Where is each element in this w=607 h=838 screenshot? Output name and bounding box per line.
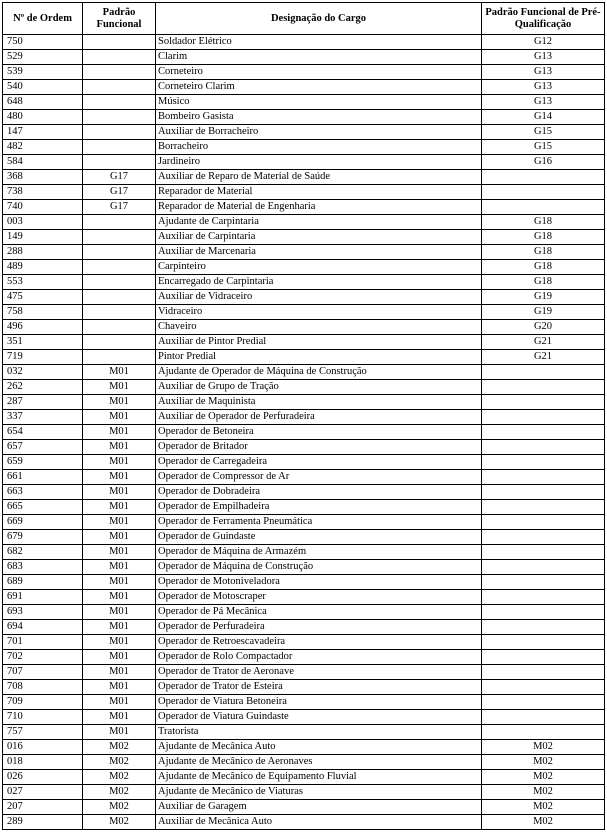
cell-padrao: M01: [83, 680, 156, 695]
cell-padrao: M01: [83, 485, 156, 500]
cell-ordem: 669: [3, 515, 83, 530]
cell-padrao: M01: [83, 725, 156, 740]
cell-padrao: M02: [83, 800, 156, 815]
cell-designacao: Pintor Predial: [156, 350, 482, 365]
cell-designacao: Tratorista: [156, 725, 482, 740]
cell-ordem: 289: [3, 815, 83, 830]
cell-padrao: [83, 80, 156, 95]
cell-designacao: Auxiliar de Garagem: [156, 800, 482, 815]
cell-padrao: [83, 320, 156, 335]
cell-prequal: G18: [482, 275, 605, 290]
cell-prequal: G16: [482, 155, 605, 170]
cell-ordem: 661: [3, 470, 83, 485]
cell-prequal: [482, 365, 605, 380]
table-row: [3, 140, 605, 155]
table-row: [3, 800, 605, 815]
cell-prequal: G19: [482, 290, 605, 305]
table-row: [3, 350, 605, 365]
cell-prequal: [482, 680, 605, 695]
cargo-table: [2, 2, 605, 830]
cell-ordem: 693: [3, 605, 83, 620]
cell-prequal: G21: [482, 350, 605, 365]
cell-designacao: Operador de Rolo Compactador: [156, 650, 482, 665]
table-row: [3, 755, 605, 770]
table-row: [3, 695, 605, 710]
cell-ordem: 262: [3, 380, 83, 395]
cell-designacao: Músico: [156, 95, 482, 110]
table-row: [3, 170, 605, 185]
cell-padrao: M01: [83, 545, 156, 560]
cell-ordem: 757: [3, 725, 83, 740]
cell-prequal: [482, 455, 605, 470]
cell-prequal: G15: [482, 125, 605, 140]
table-row: [3, 245, 605, 260]
table-row: [3, 650, 605, 665]
table-row: [3, 110, 605, 125]
cell-ordem: 368: [3, 170, 83, 185]
cell-ordem: 287: [3, 395, 83, 410]
cell-prequal: G15: [482, 140, 605, 155]
table-row: [3, 455, 605, 470]
table-row: [3, 155, 605, 170]
table-row: [3, 485, 605, 500]
cell-designacao: Operador de Retroescavadeira: [156, 635, 482, 650]
table-row: [3, 95, 605, 110]
cell-ordem: 708: [3, 680, 83, 695]
table-row: [3, 815, 605, 830]
cell-ordem: 337: [3, 410, 83, 425]
cell-padrao: [83, 110, 156, 125]
table-row: [3, 470, 605, 485]
cell-prequal: [482, 485, 605, 500]
cell-ordem: 691: [3, 590, 83, 605]
table-row: [3, 560, 605, 575]
cell-designacao: Corneteiro: [156, 65, 482, 80]
cell-designacao: Operador de Pá Mecânica: [156, 605, 482, 620]
cell-ordem: 016: [3, 740, 83, 755]
cell-ordem: 475: [3, 290, 83, 305]
cell-designacao: Operador de Motoniveladora: [156, 575, 482, 590]
table-row: [3, 725, 605, 740]
cell-ordem: 659: [3, 455, 83, 470]
cell-padrao: M01: [83, 470, 156, 485]
cell-prequal: M02: [482, 800, 605, 815]
cell-prequal: [482, 395, 605, 410]
cell-designacao: Operador de Carregadeira: [156, 455, 482, 470]
table-row: [3, 545, 605, 560]
cell-prequal: G14: [482, 110, 605, 125]
table-row: [3, 425, 605, 440]
cell-padrao: [83, 125, 156, 140]
cell-designacao: Operador de Viatura Betoneira: [156, 695, 482, 710]
cell-padrao: G17: [83, 185, 156, 200]
cell-prequal: G13: [482, 50, 605, 65]
cell-padrao: M01: [83, 635, 156, 650]
table-header: [3, 3, 605, 35]
table-row: [3, 80, 605, 95]
cell-ordem: 553: [3, 275, 83, 290]
cell-padrao: M02: [83, 785, 156, 800]
cell-padrao: M01: [83, 650, 156, 665]
cell-prequal: [482, 650, 605, 665]
cell-padrao: [83, 230, 156, 245]
table-row: [3, 65, 605, 80]
cell-padrao: G17: [83, 200, 156, 215]
table-row: [3, 590, 605, 605]
table-row: [3, 320, 605, 335]
cell-designacao: Corneteiro Clarim: [156, 80, 482, 95]
table-row: [3, 680, 605, 695]
cell-prequal: M02: [482, 785, 605, 800]
cell-prequal: [482, 590, 605, 605]
cell-prequal: [482, 185, 605, 200]
cell-designacao: Ajudante de Carpintaria: [156, 215, 482, 230]
cell-ordem: 740: [3, 200, 83, 215]
cell-prequal: [482, 560, 605, 575]
cell-designacao: Borracheiro: [156, 140, 482, 155]
cell-designacao: Operador de Guindaste: [156, 530, 482, 545]
cell-prequal: [482, 425, 605, 440]
cell-padrao: [83, 260, 156, 275]
cell-padrao: M02: [83, 770, 156, 785]
cell-designacao: Chaveiro: [156, 320, 482, 335]
cell-padrao: M02: [83, 755, 156, 770]
cell-designacao: Ajudante de Mecânica Auto: [156, 740, 482, 755]
cell-designacao: Auxiliar de Pintor Predial: [156, 335, 482, 350]
cell-prequal: G13: [482, 65, 605, 80]
cell-ordem: 709: [3, 695, 83, 710]
cell-designacao: Operador de Compressor de Ar: [156, 470, 482, 485]
cell-ordem: 480: [3, 110, 83, 125]
cell-ordem: 018: [3, 755, 83, 770]
document-page: [2, 2, 605, 830]
header-row: [3, 3, 605, 35]
cell-prequal: G21: [482, 335, 605, 350]
cell-designacao: Soldador Elétrico: [156, 35, 482, 50]
cell-prequal: M02: [482, 770, 605, 785]
cell-ordem: 489: [3, 260, 83, 275]
table-row: [3, 515, 605, 530]
cell-ordem: 003: [3, 215, 83, 230]
cell-ordem: 288: [3, 245, 83, 260]
table-row: [3, 710, 605, 725]
cell-designacao: Encarregado de Carpintaria: [156, 275, 482, 290]
cell-padrao: [83, 335, 156, 350]
cell-designacao: Auxiliar de Maquinista: [156, 395, 482, 410]
cell-prequal: [482, 170, 605, 185]
cell-padrao: [83, 65, 156, 80]
cell-padrao: M01: [83, 515, 156, 530]
cell-prequal: M02: [482, 815, 605, 830]
cell-padrao: G17: [83, 170, 156, 185]
cell-prequal: G19: [482, 305, 605, 320]
cell-designacao: Operador de Betoneira: [156, 425, 482, 440]
cell-prequal: [482, 410, 605, 425]
cell-designacao: Operador de Trator de Aeronave: [156, 665, 482, 680]
cell-designacao: Auxiliar de Grupo de Tração: [156, 380, 482, 395]
table-row: [3, 410, 605, 425]
cell-prequal: G12: [482, 35, 605, 50]
cell-padrao: [83, 35, 156, 50]
cell-ordem: 482: [3, 140, 83, 155]
cell-padrao: [83, 290, 156, 305]
cell-ordem: 149: [3, 230, 83, 245]
cell-designacao: Ajudante de Mecânico de Viaturas: [156, 785, 482, 800]
cell-padrao: M01: [83, 560, 156, 575]
header-ordem: Nº de Ordem: [3, 3, 83, 35]
header-padrao-funcional: Padrão Funcional: [83, 3, 156, 35]
cell-ordem: 694: [3, 620, 83, 635]
cell-prequal: [482, 725, 605, 740]
cell-designacao: Ajudante de Mecânico de Aeronaves: [156, 755, 482, 770]
header-designacao: Designação do Cargo: [156, 3, 482, 35]
cell-prequal: [482, 620, 605, 635]
cell-designacao: Auxiliar de Reparo de Material de Saúde: [156, 170, 482, 185]
cell-ordem: 719: [3, 350, 83, 365]
cell-padrao: M01: [83, 605, 156, 620]
cell-designacao: Auxiliar de Carpintaria: [156, 230, 482, 245]
table-row: [3, 620, 605, 635]
cell-prequal: [482, 380, 605, 395]
cell-prequal: [482, 710, 605, 725]
cell-padrao: M01: [83, 590, 156, 605]
cell-padrao: M01: [83, 620, 156, 635]
cell-prequal: [482, 440, 605, 455]
cell-padrao: [83, 350, 156, 365]
cell-prequal: [482, 635, 605, 650]
cell-designacao: Operador de Perfuradeira: [156, 620, 482, 635]
cell-designacao: Reparador de Material: [156, 185, 482, 200]
cell-padrao: [83, 155, 156, 170]
table-row: [3, 290, 605, 305]
cell-prequal: [482, 530, 605, 545]
cell-ordem: 663: [3, 485, 83, 500]
cell-padrao: M01: [83, 665, 156, 680]
cell-designacao: Reparador de Material de Engenharia: [156, 200, 482, 215]
header-pre-qualificacao: Padrão Funcional de Pré-Qualificação: [482, 3, 605, 35]
cell-designacao: Clarim: [156, 50, 482, 65]
table-row: [3, 50, 605, 65]
cell-designacao: Auxiliar de Vidraceiro: [156, 290, 482, 305]
cell-designacao: Operador de Máquina de Construção: [156, 560, 482, 575]
table-row: [3, 230, 605, 245]
cell-padrao: [83, 50, 156, 65]
cell-padrao: [83, 305, 156, 320]
cell-padrao: M01: [83, 410, 156, 425]
cell-ordem: 657: [3, 440, 83, 455]
cell-ordem: 207: [3, 800, 83, 815]
table-row: [3, 530, 605, 545]
table-row: [3, 125, 605, 140]
cell-ordem: 351: [3, 335, 83, 350]
table-row: [3, 770, 605, 785]
cell-prequal: [482, 470, 605, 485]
cell-designacao: Operador de Empilhadeira: [156, 500, 482, 515]
cell-ordem: 738: [3, 185, 83, 200]
table-row: [3, 740, 605, 755]
table-row: [3, 35, 605, 50]
cell-padrao: M01: [83, 425, 156, 440]
cell-padrao: M01: [83, 500, 156, 515]
cell-ordem: 529: [3, 50, 83, 65]
cell-prequal: G18: [482, 230, 605, 245]
table-row: [3, 380, 605, 395]
cell-ordem: 702: [3, 650, 83, 665]
cell-padrao: [83, 245, 156, 260]
cell-padrao: M01: [83, 530, 156, 545]
table-row: [3, 575, 605, 590]
cell-padrao: [83, 140, 156, 155]
table-row: [3, 335, 605, 350]
cell-designacao: Operador de Viatura Guindaste: [156, 710, 482, 725]
cell-designacao: Auxiliar de Borracheiro: [156, 125, 482, 140]
cell-designacao: Bombeiro Gasista: [156, 110, 482, 125]
cell-ordem: 539: [3, 65, 83, 80]
cell-padrao: M01: [83, 380, 156, 395]
cell-prequal: [482, 500, 605, 515]
cell-ordem: 496: [3, 320, 83, 335]
table-row: [3, 305, 605, 320]
cell-designacao: Operador de Motoscraper: [156, 590, 482, 605]
cell-prequal: [482, 515, 605, 530]
cell-ordem: 648: [3, 95, 83, 110]
cell-prequal: G20: [482, 320, 605, 335]
cell-prequal: G13: [482, 80, 605, 95]
cell-designacao: Operador de Máquina de Armazém: [156, 545, 482, 560]
table-row: [3, 275, 605, 290]
cell-prequal: G13: [482, 95, 605, 110]
cell-padrao: M02: [83, 740, 156, 755]
table-row: [3, 635, 605, 650]
cell-padrao: M02: [83, 815, 156, 830]
cell-padrao: [83, 215, 156, 230]
cell-designacao: Operador de Britador: [156, 440, 482, 455]
table-row: [3, 785, 605, 800]
cell-designacao: Operador de Ferramenta Pneumática: [156, 515, 482, 530]
cell-ordem: 540: [3, 80, 83, 95]
cell-designacao: Carpinteiro: [156, 260, 482, 275]
cell-prequal: G18: [482, 245, 605, 260]
table-row: [3, 185, 605, 200]
table-row: [3, 605, 605, 620]
cell-ordem: 584: [3, 155, 83, 170]
table-row: [3, 440, 605, 455]
table-row: [3, 200, 605, 215]
cell-prequal: [482, 575, 605, 590]
table-row: [3, 365, 605, 380]
cell-ordem: 710: [3, 710, 83, 725]
cell-padrao: M01: [83, 455, 156, 470]
cell-prequal: [482, 200, 605, 215]
cell-prequal: [482, 605, 605, 620]
cell-designacao: Auxiliar de Mecânica Auto: [156, 815, 482, 830]
cell-ordem: 032: [3, 365, 83, 380]
cell-padrao: M01: [83, 710, 156, 725]
table-row: [3, 395, 605, 410]
cell-ordem: 682: [3, 545, 83, 560]
table-body: [3, 35, 605, 830]
cell-prequal: G18: [482, 260, 605, 275]
cell-padrao: [83, 275, 156, 290]
cell-ordem: 665: [3, 500, 83, 515]
cell-ordem: 701: [3, 635, 83, 650]
cell-designacao: Vidraceiro: [156, 305, 482, 320]
cell-designacao: Ajudante de Operador de Máquina de Construção: [156, 365, 482, 380]
cell-ordem: 147: [3, 125, 83, 140]
table-row: [3, 665, 605, 680]
table-row: [3, 500, 605, 515]
cell-designacao: Auxiliar de Marcenaria: [156, 245, 482, 260]
cell-padrao: M01: [83, 395, 156, 410]
cell-ordem: 750: [3, 35, 83, 50]
cell-prequal: M02: [482, 755, 605, 770]
cell-ordem: 683: [3, 560, 83, 575]
cell-prequal: G18: [482, 215, 605, 230]
cell-designacao: Jardineiro: [156, 155, 482, 170]
cell-ordem: 758: [3, 305, 83, 320]
cell-prequal: [482, 665, 605, 680]
cell-padrao: M01: [83, 575, 156, 590]
table-row: [3, 260, 605, 275]
cell-ordem: 689: [3, 575, 83, 590]
cell-ordem: 027: [3, 785, 83, 800]
cell-designacao: Operador de Trator de Esteira: [156, 680, 482, 695]
cell-designacao: Ajudante de Mecânico de Equipamento Fluvial: [156, 770, 482, 785]
cell-ordem: 679: [3, 530, 83, 545]
cell-padrao: M01: [83, 440, 156, 455]
cell-designacao: Auxiliar de Operador de Perfuradeira: [156, 410, 482, 425]
cell-ordem: 654: [3, 425, 83, 440]
cell-ordem: 707: [3, 665, 83, 680]
cell-prequal: [482, 695, 605, 710]
cell-designacao: Operador de Dobradeira: [156, 485, 482, 500]
table-row: [3, 215, 605, 230]
cell-ordem: 026: [3, 770, 83, 785]
cell-padrao: M01: [83, 695, 156, 710]
cell-prequal: M02: [482, 740, 605, 755]
cell-padrao: [83, 95, 156, 110]
cell-prequal: [482, 545, 605, 560]
cell-padrao: M01: [83, 365, 156, 380]
